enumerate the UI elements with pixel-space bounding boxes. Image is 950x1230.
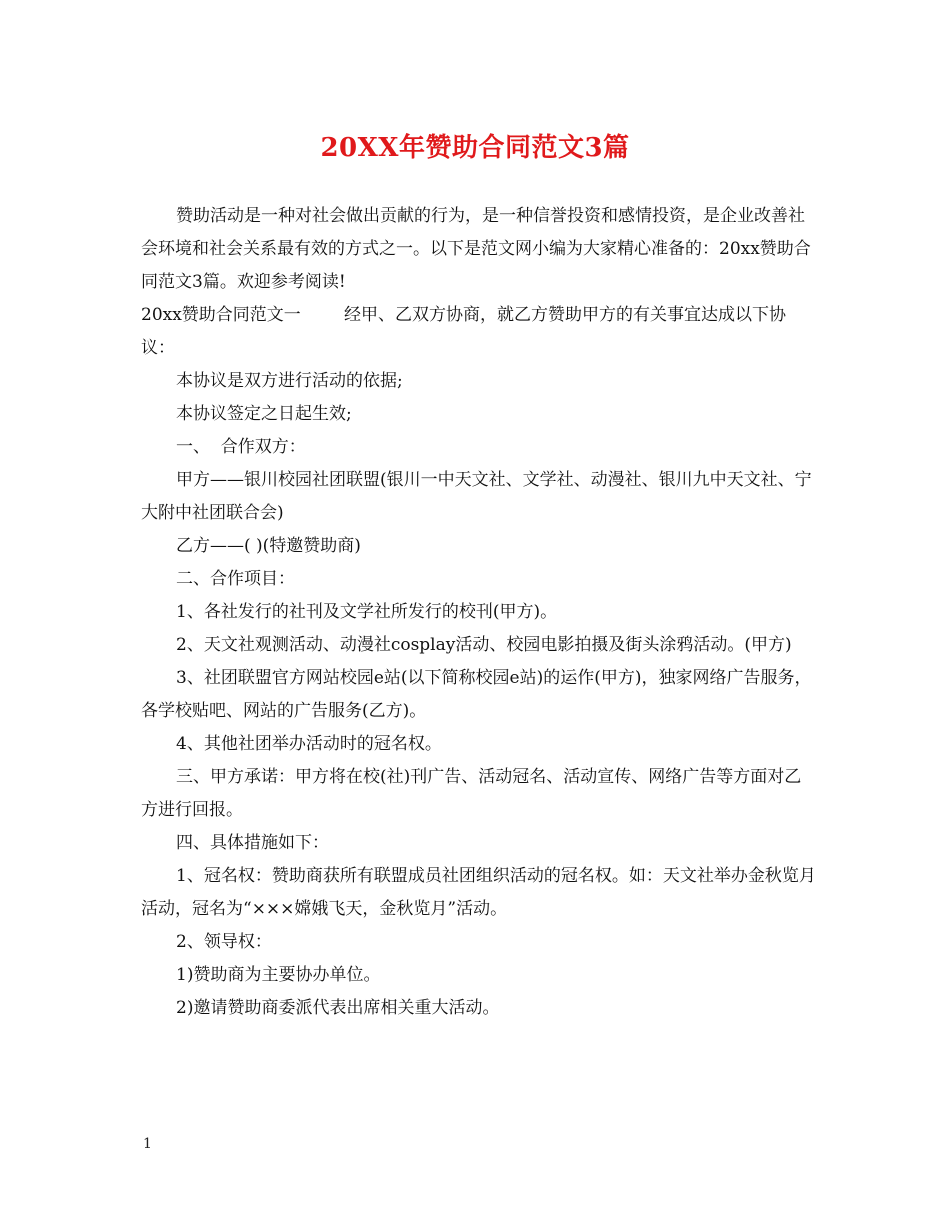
section-heading-projects: 二、合作项目： [176, 569, 295, 589]
document-body [141, 200, 817, 1025]
list-item-project-3: 3、社团联盟官方网站校园e站(以下简称校园e站)的运作(甲方)，独家网络广告服务，各学校贴吧、网站的广告服务(乙方)。 [141, 668, 812, 721]
paragraph-party-a: 甲方——银川校园社团联盟(银川一中天文社、文学社、动漫社、银川九中天文社、宁大附中社团联合会) [141, 470, 812, 523]
list-item-leadership-2: 2)邀请赞助商委派代表出席相关重大活动。 [176, 998, 500, 1018]
list-item-project-4: 4、其他社团举办活动时的冠名权。 [176, 734, 442, 754]
list-item-leadership: 2、领导权： [176, 932, 272, 952]
page-number: 1 [143, 1136, 152, 1152]
paragraph-party-b: 乙方——( )(特邀赞助商) [176, 536, 361, 556]
list-item-project-2: 2、天文社观测活动、动漫社cosplay活动、校园电影拍摄及街头涂鸦活动。(甲方) [176, 635, 792, 655]
paragraph-contract-one-heading: 20xx赞助合同范文一 经甲、乙双方协商，就乙方赞助甲方的有关事宜达成以下协议： [141, 305, 787, 358]
section-heading-commitment: 三、甲方承诺：甲方将在校(社)刊广告、活动冠名、活动宣传、网络广告等方面对乙方进行回报。 [141, 767, 802, 820]
list-item-naming-rights: 1、冠名权：赞助商获所有联盟成员社团组织活动的冠名权。如：天文社举办金秋览月活动，冠名为“×××嫦娥飞天，金秋览月”活动。 [141, 866, 816, 919]
document-title: 20XX年赞助合同范文3篇 [320, 133, 630, 163]
list-item-leadership-1: 1)赞助商为主要协办单位。 [176, 965, 381, 985]
paragraph-effective: 本协议签定之日起生效; [176, 404, 352, 424]
paragraph-basis: 本协议是双方进行活动的依据; [176, 371, 403, 391]
section-heading-parties: 一、 合作双方： [176, 437, 306, 457]
section-heading-measures: 四、具体措施如下： [176, 833, 329, 853]
list-item-project-1: 1、各社发行的社刊及文学社所发行的校刊(甲方)。 [176, 602, 558, 622]
paragraph-intro: 赞助活动是一种对社会做出贡献的行为，是一种信誉投资和感情投资，是企业改善社会环境和社会关系最有效的方式之一。以下是范文网小编为大家精心准备的：20xx赞助合同范文3篇。欢迎参考阅读! [141, 206, 811, 292]
